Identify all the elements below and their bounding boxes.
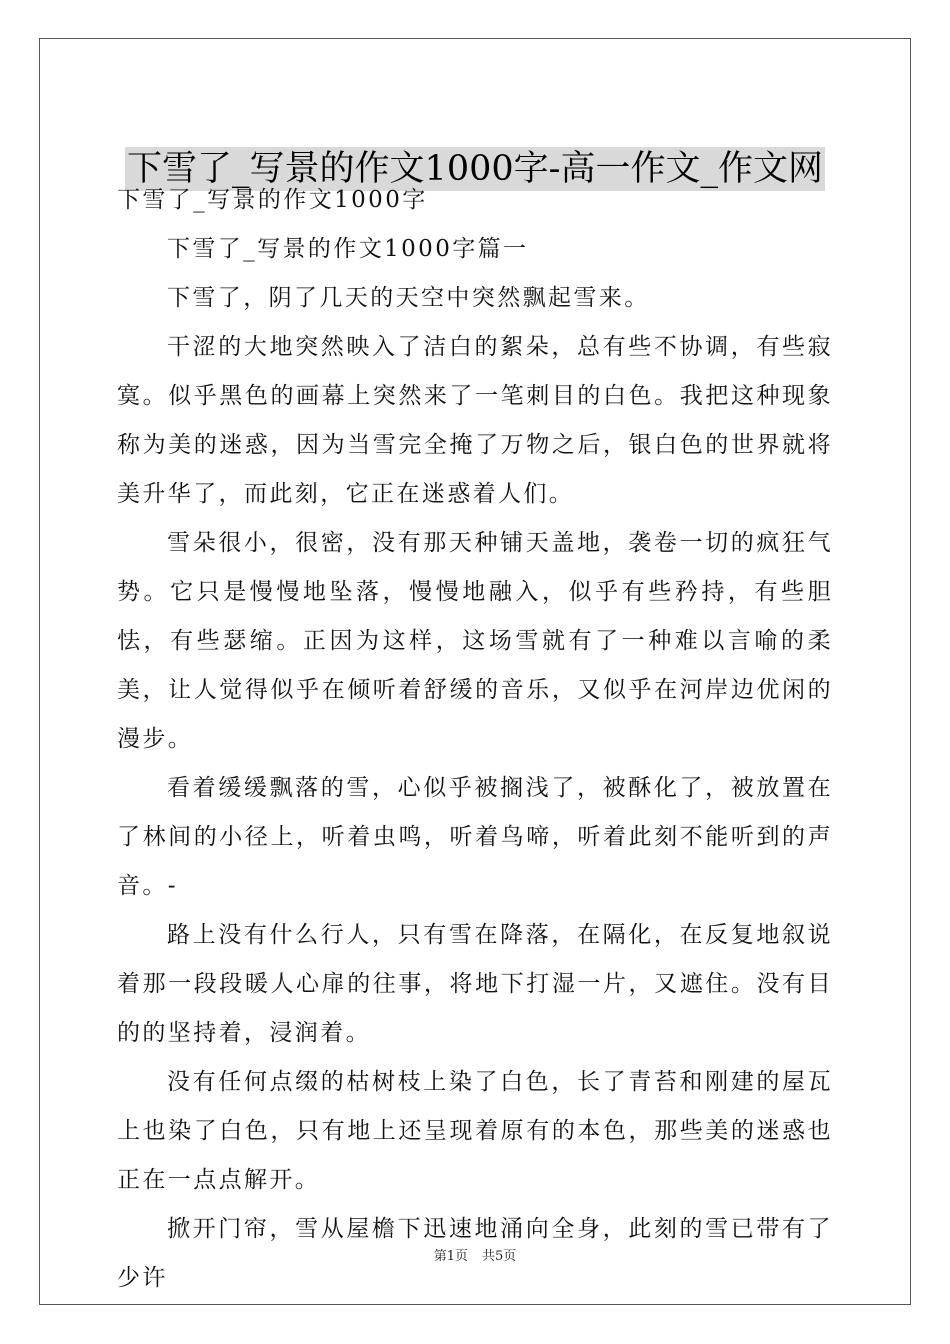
page-footer xyxy=(0,1249,950,1265)
paragraph: 看着缓缓飘落的雪，心似乎被搁浅了，被酥化了，被放置在了林间的小径上，听着虫鸣，听着鸟啼，听着此刻不能听到的声音。- xyxy=(117,775,833,899)
document-title: 下雪了_写景的作文1000字-高一作文_作文网 xyxy=(127,149,823,190)
document-subtitle: 下雪了_写景的作文1000字 xyxy=(117,187,428,213)
paragraph: 没有任何点缀的枯树枝上染了白色，长了青苔和刚建的屋瓦上也染了白色，只有地上还呈现着原有的本色，那些美的迷惑也正在一点点解开。 xyxy=(117,1069,833,1193)
paragraph: 路上没有什么行人，只有雪在降落，在隔化，在反复地叙说着那一段段暖人心扉的往事，将地下打湿一片，又遮住。没有目的的坚持着，浸润着。 xyxy=(117,922,833,1046)
page-number: 第1页 xyxy=(433,1249,468,1264)
document-body xyxy=(117,176,833,1303)
paragraph: 干涩的大地突然映入了洁白的絮朵，总有些不协调，有些寂寞。似乎黑色的画幕上突然来了一笔刺目的白色。我把这种现象称为美的迷惑，因为当雪完全掩了万物之后，银白色的世界就将美升华了，而此刻，它正在迷惑着人们。 xyxy=(117,334,833,507)
paragraph: 掀开门帘，雪从屋檐下迅速地涌向全身，此刻的雪已带有了少许 xyxy=(117,1216,833,1291)
paragraph: 下雪了，阴了几天的天空中突然飘起雪来。 xyxy=(167,285,650,311)
paragraph: 雪朵很小，很密，没有那天种铺天盖地，袭卷一切的疯狂气势。它只是慢慢地坠落，慢慢地融入，似乎有些矜持，有些胆怯，有些瑟缩。正因为这样，这场雪就有了一种难以言喻的柔美，让人觉得似乎在倾听着舒缓的音乐，又似乎在河岸边优闲的漫步。 xyxy=(117,530,833,752)
section-heading: 下雪了_写景的作文1000字篇一 xyxy=(167,236,529,262)
page-total: 共5页 xyxy=(482,1249,517,1264)
